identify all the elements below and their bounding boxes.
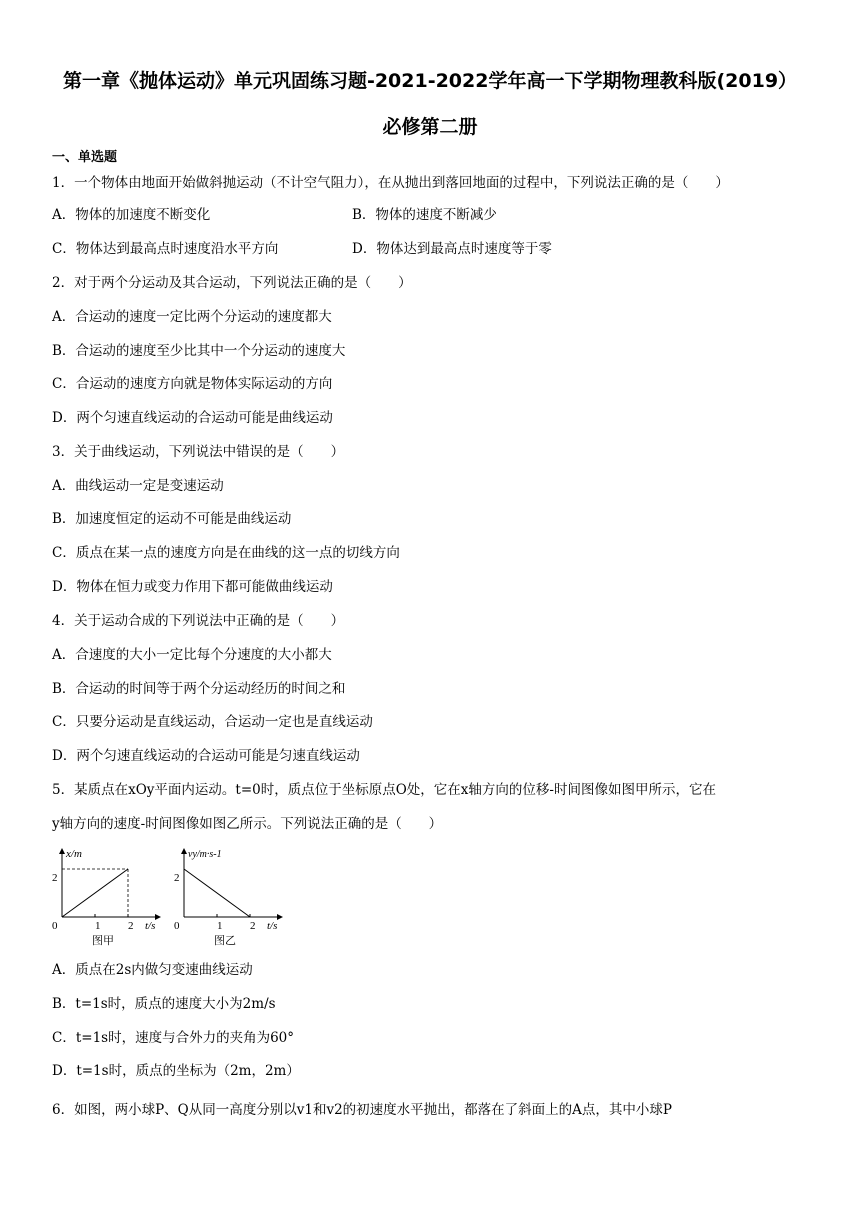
- question-2-option-b: B．合运动的速度至少比其中一个分运动的速度大: [52, 343, 346, 359]
- question-5-stem-line2: y轴方向的速度-时间图像如图乙所示。下列说法正确的是（ ）: [52, 816, 443, 832]
- question-1-stem: 1．一个物体由地面开始做斜抛运动（不计空气阻力），在从抛出到落回地面的过程中，下列说法正确的是（ ）: [52, 175, 729, 191]
- question-5-option-b: B．t=1s时，质点的速度大小为2m/s: [52, 996, 276, 1012]
- document-title-line2: 必修第二册: [382, 116, 478, 138]
- figure-jia-caption: 图甲: [92, 935, 114, 947]
- figure-yi-caption: 图乙: [214, 935, 236, 947]
- question-3-stem: 3．关于曲线运动，下列说法中错误的是（ ）: [52, 444, 345, 460]
- figure-jia-ytick: 2: [52, 872, 58, 884]
- question-4-option-b: B．合运动的时间等于两个分运动经历的时间之和: [52, 681, 346, 697]
- question-3-option-c: C．质点在某一点的速度方向是在曲线的这一点的切线方向: [52, 545, 400, 561]
- figure-jia-xtick-2: 2: [128, 920, 134, 932]
- question-4-stem: 4．关于运动合成的下列说法中正确的是（ ）: [52, 613, 345, 629]
- question-5-option-c: C．t=1s时，速度与合外力的夹角为60°: [52, 1030, 295, 1046]
- question-4-option-c: C．只要分运动是直线运动，合运动一定也是直线运动: [52, 714, 373, 730]
- question-1-option-d: D．物体达到最高点时速度等于零: [352, 241, 552, 257]
- figure-yi-xtick-2: 2: [250, 920, 256, 932]
- figure-yi-origin: 0: [174, 920, 180, 932]
- question-1-option-c: C．物体达到最高点时速度沿水平方向: [52, 241, 279, 257]
- question-2-option-d: D．两个匀速直线运动的合运动可能是曲线运动: [52, 410, 333, 426]
- question-3-option-a: A．曲线运动一定是变速运动: [52, 478, 224, 494]
- question-4-option-d: D．两个匀速直线运动的合运动可能是匀速直线运动: [52, 748, 360, 764]
- question-1-option-b: B．物体的速度不断减少: [352, 207, 497, 223]
- figure-yi-ylabel: vy/m·s-1: [188, 849, 222, 860]
- figure-yi-xtick-1: 1: [217, 920, 223, 932]
- figure-yi-ytick: 2: [174, 872, 180, 884]
- question-5-option-a: A．质点在2s内做匀变速曲线运动: [52, 962, 253, 978]
- figure-jia-origin: 0: [52, 920, 58, 932]
- document-title-line1: 第一章《抛体运动》单元巩固练习题-2021-2022学年高一下学期物理教科版(2019）: [62, 70, 798, 92]
- question-2-stem: 2．对于两个分运动及其合运动，下列说法正确的是（ ）: [52, 275, 412, 291]
- question-2-option-a: A．合运动的速度一定比两个分运动的速度都大: [52, 309, 332, 325]
- figure-yi-xlabel: t/s: [267, 920, 278, 932]
- figure-jia-graph: [48, 845, 168, 950]
- section-heading: 一、单选题: [52, 150, 118, 165]
- question-5-stem-line1: 5．某质点在xOy平面内运动。t=0时，质点位于坐标原点O处，它在x轴方向的位移-时间图像如图甲所示，它在: [52, 782, 716, 798]
- figure-yi-data-line: [184, 869, 250, 917]
- figure-jia-data-line: [62, 869, 128, 917]
- figure-jia-xlabel: t/s: [145, 920, 156, 932]
- figure-jia-ylabel: x/m: [66, 848, 82, 860]
- question-4-option-a: A．合速度的大小一定比每个分速度的大小都大: [52, 647, 332, 663]
- question-3-option-d: D．物体在恒力或变力作用下都可能做曲线运动: [52, 579, 333, 595]
- question-6-stem: 6．如图，两小球P、Q从同一高度分别以v1和v2的初速度水平抛出，都落在了斜面上的A点，其中小球P: [52, 1102, 673, 1118]
- figure-jia-xtick-1: 1: [95, 920, 101, 932]
- question-3-option-b: B．加速度恒定的运动不可能是曲线运动: [52, 511, 292, 527]
- figure-yi-graph: [170, 845, 290, 950]
- question-2-option-c: C．合运动的速度方向就是物体实际运动的方向: [52, 376, 333, 392]
- question-5-option-d: D．t=1s时，质点的坐标为（2m，2m）: [52, 1063, 300, 1079]
- question-1-option-a: A．物体的加速度不断变化: [52, 207, 211, 223]
